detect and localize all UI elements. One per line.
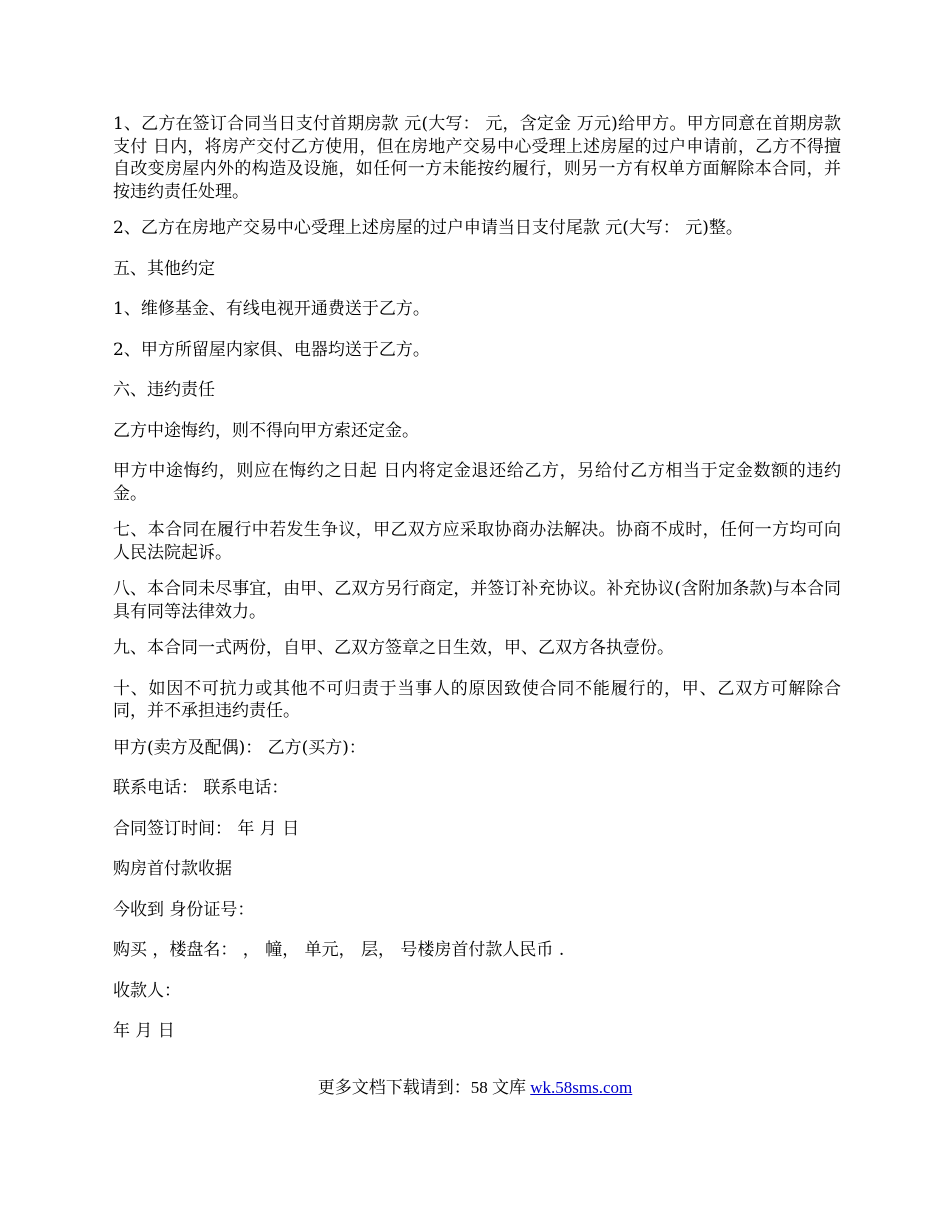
signing-date: 合同签订时间： 年 月 日: [113, 818, 300, 839]
signature-parties: 甲方(卖方及配偶)： 乙方(买方)：: [113, 737, 366, 758]
clause-copies: 九、本合同一式两份，自甲、乙双方签章之日生效，甲、乙双方各执壹份。: [113, 638, 674, 658]
document-body: [113, 113, 841, 1061]
receipt-title: 购房首付款收据: [113, 859, 232, 879]
clause-seller-breach: 甲方中途悔约，则应在悔约之日起 日内将定金退还给乙方，另给付乙方相当于定金数额的违约金。: [113, 461, 841, 504]
footer-text: 更多文档下载请到：58 文库: [317, 1078, 531, 1097]
receipt-received-from: 今收到 身份证号：: [113, 899, 255, 920]
section-heading-breach: 六、违约责任: [113, 380, 215, 400]
clause-supplement: 八、本合同未尽事宜，由甲、乙双方另行商定，并签订补充协议。补充协议(含附加条款)与本合同具有同等法律效力。: [113, 579, 841, 622]
receipt-payee: 收款人：: [113, 980, 181, 1001]
footer: [0, 1077, 950, 1099]
footer-link[interactable]: wk.58sms.com: [530, 1078, 633, 1097]
clause-furniture: 2、甲方所留屋内家俱、电器均送于乙方。: [113, 339, 430, 360]
clause-final-payment: 2、乙方在房地产交易中心受理上述房屋的过户申请当日支付尾款 元(大写： 元)整。: [113, 218, 743, 238]
clause-force-majeure: 十、如因不可抗力或其他不可归责于当事人的原因致使合同不能履行的，甲、乙双方可解除合同，并不承担违约责任。: [113, 678, 841, 721]
clause-maintenance-fund: 1、维修基金、有线电视开通费送于乙方。: [113, 299, 430, 319]
receipt-purchase-details: 购买 ，楼盘名： ， 幢， 单元， 层， 号楼房首付款人民币 .: [113, 940, 565, 960]
clause-dispute: 七、本合同在履行中若发生争议，甲乙双方应采取协商办法解决。协商不成时，任何一方均可向 人民法院起诉。: [113, 520, 841, 563]
receipt-date: 年 月 日: [113, 1021, 175, 1041]
clause-buyer-breach: 乙方中途悔约，则不得向甲方索还定金。: [113, 420, 419, 441]
clause-first-payment: 1、乙方在签订合同当日支付首期房款 元(大写： 元，含定金 万元)给甲方。甲方同意在首期房款支付 日内，将房产交付乙方使用，但在房地产交易中心受理上述房屋的过户申请前，乙方不得擅自改变房屋内外的构造及设施，如任何一方未能按约履行，则另一方有权单方面解除本合同，并按违约责任处理。: [113, 114, 841, 202]
contact-phones: 联系电话： 联系电话：: [113, 778, 289, 798]
section-heading-other-terms: 五、其他约定: [113, 258, 215, 279]
